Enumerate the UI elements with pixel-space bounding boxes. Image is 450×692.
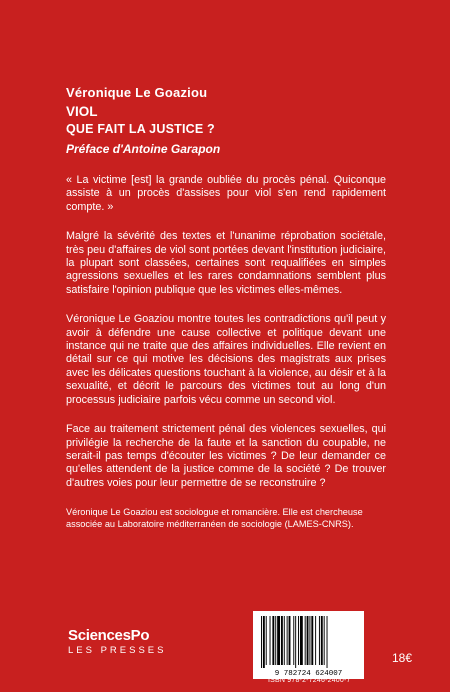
barcode-bar (309, 616, 310, 665)
barcode-bar (263, 616, 265, 668)
publisher-subname: LES PRESSES (68, 645, 167, 656)
barcode-bar (293, 616, 294, 665)
barcode-bar (315, 616, 316, 665)
book-title: VIOL (66, 104, 98, 119)
barcode-bar (321, 616, 323, 665)
barcode-bar (281, 616, 283, 665)
barcode-bar (300, 616, 303, 665)
barcode-bar (311, 616, 313, 665)
barcode-bar (319, 616, 320, 665)
barcode-bar (270, 616, 271, 665)
author-name: Véronique Le Goaziou (66, 85, 208, 100)
isbn-number: ISBN 978-2-7246-2400-7 (268, 677, 351, 684)
barcode-digits: 9 782724 624007 (274, 670, 343, 678)
barcode-bar (298, 616, 299, 665)
publisher-logo (68, 627, 166, 657)
barcode-bar (307, 616, 309, 665)
barcode-bar (295, 616, 296, 668)
barcode-bar (324, 616, 325, 665)
blurb-paragraph: Face au traitement strictement pénal des violences sexuelles, qui privilégie la recherche de la faute et la sanction du coupable, ne serait-il pas temps d'écouter les victimes ? De leur demander ce qu'elles attendent de la justice comme de la société ? De trouver d'autres voies pour leur permettre de se reconstruire ? (66, 423, 386, 489)
preface-credit: Préface d'Antoine Garapon (66, 142, 221, 156)
barcode-bar (261, 616, 262, 668)
barcode (253, 611, 364, 679)
barcode-image (253, 611, 364, 679)
barcode-bar (275, 616, 276, 665)
barcode-bar (277, 616, 280, 665)
blurb-quote: « La victime [est] la grande oubliée du procès pénal. Quiconque assiste à un procès d'assises pour viol s'en rend rapidement compte. » (66, 174, 386, 213)
barcode-bar (266, 616, 267, 665)
author-bio: Véronique Le Goaziou est sociologue et romancière. Elle est chercheuse associée au Laboratoire méditerranéen de sociologie (LAMES-CNRS). (66, 507, 363, 530)
price-label: 18€ (392, 651, 413, 665)
barcode-bar (327, 616, 328, 668)
blurb (66, 174, 386, 539)
book-subtitle: QUE FAIT LA JUSTICE ? (66, 122, 215, 136)
blurb-paragraph: Malgré la sévérité des textes et l'unanime réprobation sociétale, très peu d'affaires de viol sont portées devant l'institution judiciaire, la plupart sont classées, certaines sont requalifiées en simples agressions sexuelles et les rares condamnations semblent plus satisfaire l'opinion publique que les victimes elles-mêmes. (66, 230, 386, 296)
cover-header (66, 84, 396, 158)
barcode-bar (287, 616, 288, 665)
barcode-bar (305, 616, 306, 665)
barcode-bar (284, 616, 285, 665)
publisher-name: SciencesPo (68, 627, 150, 644)
barcode-bar (289, 616, 291, 665)
blurb-paragraph: Véronique Le Goaziou montre toutes les contradictions qu'il peut y avoir à défendre une cause collective et politique devant une instance qui ne traite que des affaires individuelles. Elle revient en détail sur ce qui motive les décisions des magistrats aux prises avec les délicates questions touchant à la violence, au désir et à la sexualité, et décrit le parcours des victimes tout au long d'un processus judiciaire parfois vécu comme un second viol. (66, 313, 386, 406)
barcode-bar (272, 616, 274, 665)
